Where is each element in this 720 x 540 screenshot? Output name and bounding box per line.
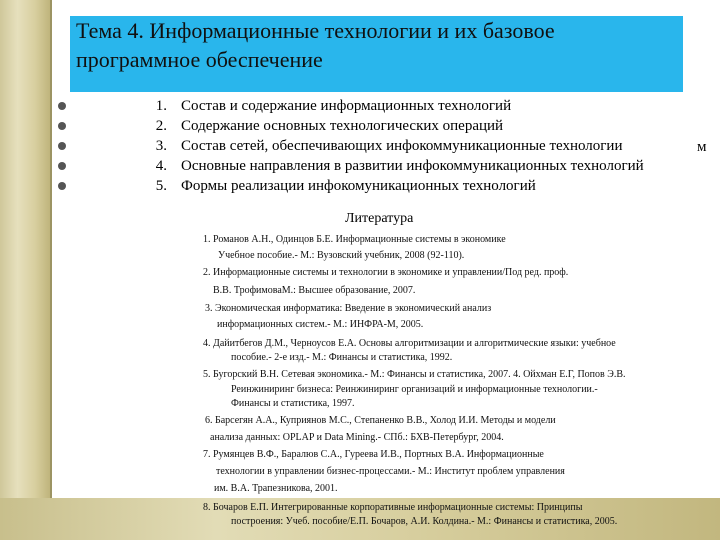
bullet-icon [58,142,66,150]
topic-item [0,96,720,116]
reference-line: 4. Дайитбегов Д.М., Черноусов Е.А. Основы алгоритмизации и алгоритмические языки: учебное [203,338,616,349]
topic-number: 5. [155,178,167,194]
reference-line: 5. Бугорский В.Н. Сетевая экономика.- М.: Финансы и статистика, 2007. 4. Ойхман Е.Г, Попов Э.В. [203,369,626,380]
bullet-icon [58,162,66,170]
reference-line: анализа данных: OPLAP и Data Mining.- СПб.: БХВ-Петербург, 2004. [210,432,504,443]
reference-line: 8. Бочаров Е.П. Интегрированные корпоративные информационные системы: Принципы [203,502,583,513]
bullet-icon [58,122,66,130]
topic-number: 3. [155,138,167,154]
stray-character: м [697,139,707,155]
literature-heading: Литература [345,211,414,226]
topic-number: 2. [155,118,167,134]
bullet-icon [58,102,66,110]
reference-line: им. В.А. Трапезникова, 2001. [214,483,338,494]
reference-line: построения: Учеб. пособие/Е.П. Бочаров, А.И. Колдина.- М.: Финансы и статистика, 2005. [231,516,618,527]
reference-line: 7. Румянцев В.Ф., Баралюв С.А., Гуреева И.В., Портных В.А. Информационные [203,449,544,460]
reference-line: информационных систем.- М.: ИНФРА-М, 2005. [217,319,424,330]
slide-title: Тема 4. Информационные технологии и их базовое программное обеспечение [76,18,555,72]
reference-line: В.В. ТрофимоваМ.: Высшее образование, 2007. [213,285,416,296]
topic-text: Состав сетей, обеспечивающих инфокоммуникационные технологии [181,138,623,154]
decorative-left-band [0,0,50,540]
topic-text: Основные направления в развитии инфокоммуникационных технологий [181,158,644,174]
reference-line: 6. Барсегян А.А., Куприянов М.С., Степаненко В.В., Холод И.И. Методы и модели [205,415,556,426]
reference-line: Учебное пособие.- М.: Вузовский учебник, 2008 (92-110). [218,250,465,261]
reference-line: Реинжиниринг бизнеса: Реинжиниринг организаций и информационные технологии.- [231,384,598,395]
topic-text: Формы реализации инфокомуникационных технологий [181,178,536,194]
reference-line: технологии в управлении бизнес-процессами.- М.: Институт проблем управления [216,466,565,477]
topic-item [0,156,720,176]
reference-line: 2. Информационные системы и технологии в экономике и управлении/Под ред. проф. [203,267,569,278]
reference-line: 3. Экономическая информатика: Введение в экономический анализ [205,303,492,314]
bullet-icon [58,182,66,190]
topic-item [0,116,720,136]
reference-line: Финансы и статистика, 1997. [231,398,355,409]
topic-text: Содержание основных технологических операций [181,118,504,134]
left-band-divider [50,0,52,540]
topic-item [0,176,720,196]
topic-number: 1. [155,98,167,114]
topic-item [0,136,720,156]
topic-text: Состав и содержание информационных технологий [181,98,512,114]
topic-number: 4. [155,158,167,174]
reference-line: 1. Романов А.Н., Одинцов Б.Е. Информационные системы в экономике [203,234,506,245]
reference-line: пособие.- 2-е изд.- М.: Финансы и статистика, 1992. [231,352,453,363]
